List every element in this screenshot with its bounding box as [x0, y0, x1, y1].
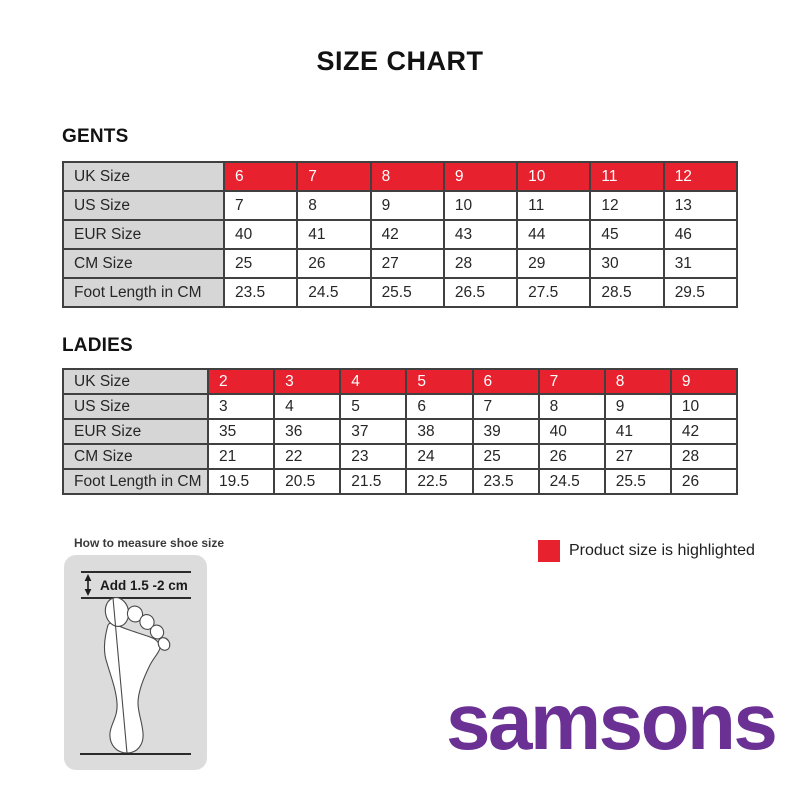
size-cell: 25.5: [605, 469, 671, 494]
size-cell: 24.5: [297, 278, 370, 307]
row-label: Foot Length in CM: [63, 469, 208, 494]
highlighted-size-cell: 5: [406, 369, 472, 394]
ladies-size-table: [62, 368, 738, 495]
highlighted-size-cell: 8: [371, 162, 444, 191]
size-cell: 26: [297, 249, 370, 278]
size-cell: 30: [590, 249, 663, 278]
size-cell: 11: [517, 191, 590, 220]
size-row: [63, 220, 737, 249]
size-cell: 28: [444, 249, 517, 278]
size-cell: 5: [340, 394, 406, 419]
size-cell: 44: [517, 220, 590, 249]
size-cell: 8: [539, 394, 605, 419]
row-label: EUR Size: [63, 220, 224, 249]
size-row: [63, 419, 737, 444]
gents-size-table: [62, 161, 738, 308]
size-cell: 22: [274, 444, 340, 469]
size-cell: 10: [444, 191, 517, 220]
size-cell: 23.5: [224, 278, 297, 307]
size-cell: 26: [671, 469, 737, 494]
row-label: UK Size: [63, 162, 224, 191]
size-cell: 40: [539, 419, 605, 444]
size-cell: 21: [208, 444, 274, 469]
size-cell: 40: [224, 220, 297, 249]
size-cell: 42: [671, 419, 737, 444]
size-row: [63, 444, 737, 469]
ladies-section-heading: LADIES: [62, 335, 133, 356]
size-cell: 25: [473, 444, 539, 469]
size-cell: 27: [605, 444, 671, 469]
size-row: [63, 191, 737, 220]
row-label: US Size: [63, 191, 224, 220]
size-cell: 35: [208, 419, 274, 444]
size-cell: 9: [605, 394, 671, 419]
size-cell: 27.5: [517, 278, 590, 307]
size-cell: 38: [406, 419, 472, 444]
size-cell: 46: [664, 220, 737, 249]
size-cell: 29: [517, 249, 590, 278]
size-cell: 39: [473, 419, 539, 444]
highlighted-size-cell: 2: [208, 369, 274, 394]
foot-measure-diagram: [64, 555, 207, 770]
size-cell: 26: [539, 444, 605, 469]
size-cell: 9: [371, 191, 444, 220]
red-highlight-swatch: [538, 540, 560, 562]
size-cell: 21.5: [340, 469, 406, 494]
size-cell: 12: [590, 191, 663, 220]
samsons-brand-logo: samsons: [446, 677, 776, 766]
highlighted-size-cell: 12: [664, 162, 737, 191]
highlighted-size-cell: 10: [517, 162, 590, 191]
size-cell: 42: [371, 220, 444, 249]
size-cell: 31: [664, 249, 737, 278]
gents-section-heading: GENTS: [62, 126, 129, 147]
size-cell: 25.5: [371, 278, 444, 307]
size-cell: 10: [671, 394, 737, 419]
size-row: [63, 162, 737, 191]
size-cell: 7: [473, 394, 539, 419]
size-cell: 23.5: [473, 469, 539, 494]
size-cell: 41: [297, 220, 370, 249]
row-label: CM Size: [63, 249, 224, 278]
size-cell: 25: [224, 249, 297, 278]
size-cell: 7: [224, 191, 297, 220]
row-label: UK Size: [63, 369, 208, 394]
row-label: Foot Length in CM: [63, 278, 224, 307]
size-row: [63, 469, 737, 494]
size-row: [63, 249, 737, 278]
row-label: EUR Size: [63, 419, 208, 444]
highlighted-size-cell: 8: [605, 369, 671, 394]
size-cell: 24: [406, 444, 472, 469]
highlighted-size-cell: 9: [444, 162, 517, 191]
highlight-legend-label: Product size is highlighted: [569, 542, 755, 559]
size-cell: 6: [406, 394, 472, 419]
highlighted-size-cell: 4: [340, 369, 406, 394]
size-cell: 28.5: [590, 278, 663, 307]
size-row: [63, 394, 737, 419]
highlight-legend: [538, 539, 755, 563]
highlighted-size-cell: 7: [297, 162, 370, 191]
size-cell: 20.5: [274, 469, 340, 494]
size-cell: 19.5: [208, 469, 274, 494]
row-label: US Size: [63, 394, 208, 419]
row-label: CM Size: [63, 444, 208, 469]
highlighted-size-cell: 3: [274, 369, 340, 394]
size-cell: 43: [444, 220, 517, 249]
highlighted-size-cell: 6: [473, 369, 539, 394]
size-cell: 36: [274, 419, 340, 444]
measure-guide-title: How to measure shoe size: [74, 536, 225, 550]
size-cell: 13: [664, 191, 737, 220]
size-cell: 27: [371, 249, 444, 278]
size-cell: 26.5: [444, 278, 517, 307]
size-row: [63, 278, 737, 307]
size-cell: 22.5: [406, 469, 472, 494]
highlighted-size-cell: 6: [224, 162, 297, 191]
size-cell: 4: [274, 394, 340, 419]
size-cell: 29.5: [664, 278, 737, 307]
page-title: SIZE CHART: [316, 46, 484, 76]
highlighted-size-cell: 9: [671, 369, 737, 394]
size-cell: 8: [297, 191, 370, 220]
add-allowance-note: Add 1.5 -2 cm: [100, 578, 188, 593]
size-cell: 24.5: [539, 469, 605, 494]
size-cell: 23: [340, 444, 406, 469]
size-cell: 3: [208, 394, 274, 419]
size-cell: 41: [605, 419, 671, 444]
size-cell: 28: [671, 444, 737, 469]
size-row: [63, 369, 737, 394]
highlighted-size-cell: 11: [590, 162, 663, 191]
size-cell: 45: [590, 220, 663, 249]
size-cell: 37: [340, 419, 406, 444]
highlighted-size-cell: 7: [539, 369, 605, 394]
